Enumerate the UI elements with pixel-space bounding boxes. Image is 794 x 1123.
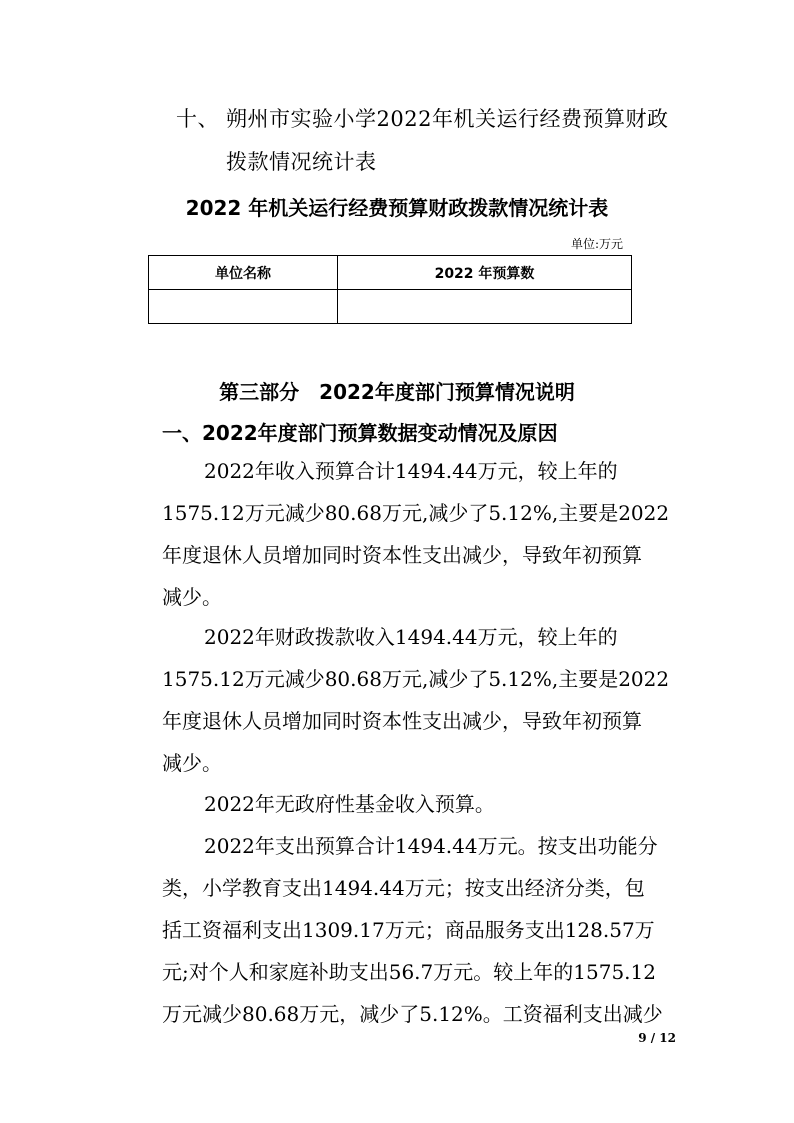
table-cell xyxy=(149,290,338,324)
paragraph-income xyxy=(162,450,670,618)
section-title-line2: 拨款情况统计表 xyxy=(226,150,377,174)
paragraph-line: 减少。 xyxy=(162,751,222,775)
paragraph-line: 2022年无政府性基金收入预算。 xyxy=(204,792,495,816)
budget-table xyxy=(148,255,632,324)
column-header-budget: 2022 年预算数 xyxy=(338,256,632,290)
section-number: 十、 xyxy=(176,107,219,131)
table-header-row xyxy=(149,256,632,290)
paragraph-fund-income xyxy=(162,783,670,825)
column-header-unit-name: 单位名称 xyxy=(149,256,338,290)
section-heading: 一、2022年度部门预算数据变动情况及原因 xyxy=(162,421,558,445)
part-title: 第三部分 2022年度部门预算情况说明 xyxy=(219,380,575,404)
paragraph-line: 年度退休人员增加同时资本性支出减少，导致年初预算 xyxy=(162,543,642,567)
table-title: 2022 年机关运行经费预算财政拨款情况统计表 xyxy=(185,196,609,220)
paragraph-line: 万元减少80.68万元，减少了5.12%。工资福利支出减少 xyxy=(162,1002,663,1026)
paragraph-line: 年度退休人员增加同时资本性支出减少，导致年初预算 xyxy=(162,709,642,733)
paragraph-line: 1575.12万元减少80.68万元,减少了5.12%,主要是2022 xyxy=(162,667,670,691)
table-cell xyxy=(338,290,632,324)
paragraph-line: 元;对个人和家庭补助支出56.7万元。较上年的1575.12 xyxy=(162,960,656,984)
paragraph-line: 括工资福利支出1309.17万元；商品服务支出128.57万 xyxy=(162,918,655,942)
paragraph-expenditure xyxy=(162,825,670,1035)
section-title-line1: 朔州市实验小学2022年机关运行经费预算财政 xyxy=(226,107,669,131)
paragraph-line: 减少。 xyxy=(162,585,222,609)
table-row xyxy=(149,290,632,324)
paragraph-line: 类，小学教育支出1494.44万元；按支出经济分类，包 xyxy=(162,876,645,900)
table-unit-label: 单位:万元 xyxy=(570,237,623,251)
paragraph-line: 2022年收入预算合计1494.44万元，较上年的 xyxy=(204,459,618,483)
paragraph-line: 2022年财政拨款收入1494.44万元，较上年的 xyxy=(204,625,618,649)
page-number: 9 / 12 xyxy=(638,1031,676,1045)
paragraph-fiscal-income xyxy=(162,616,670,784)
paragraph-line: 2022年支出预算合计1494.44万元。按支出功能分 xyxy=(204,834,658,858)
paragraph-line: 1575.12万元减少80.68万元,减少了5.12%,主要是2022 xyxy=(162,501,670,525)
